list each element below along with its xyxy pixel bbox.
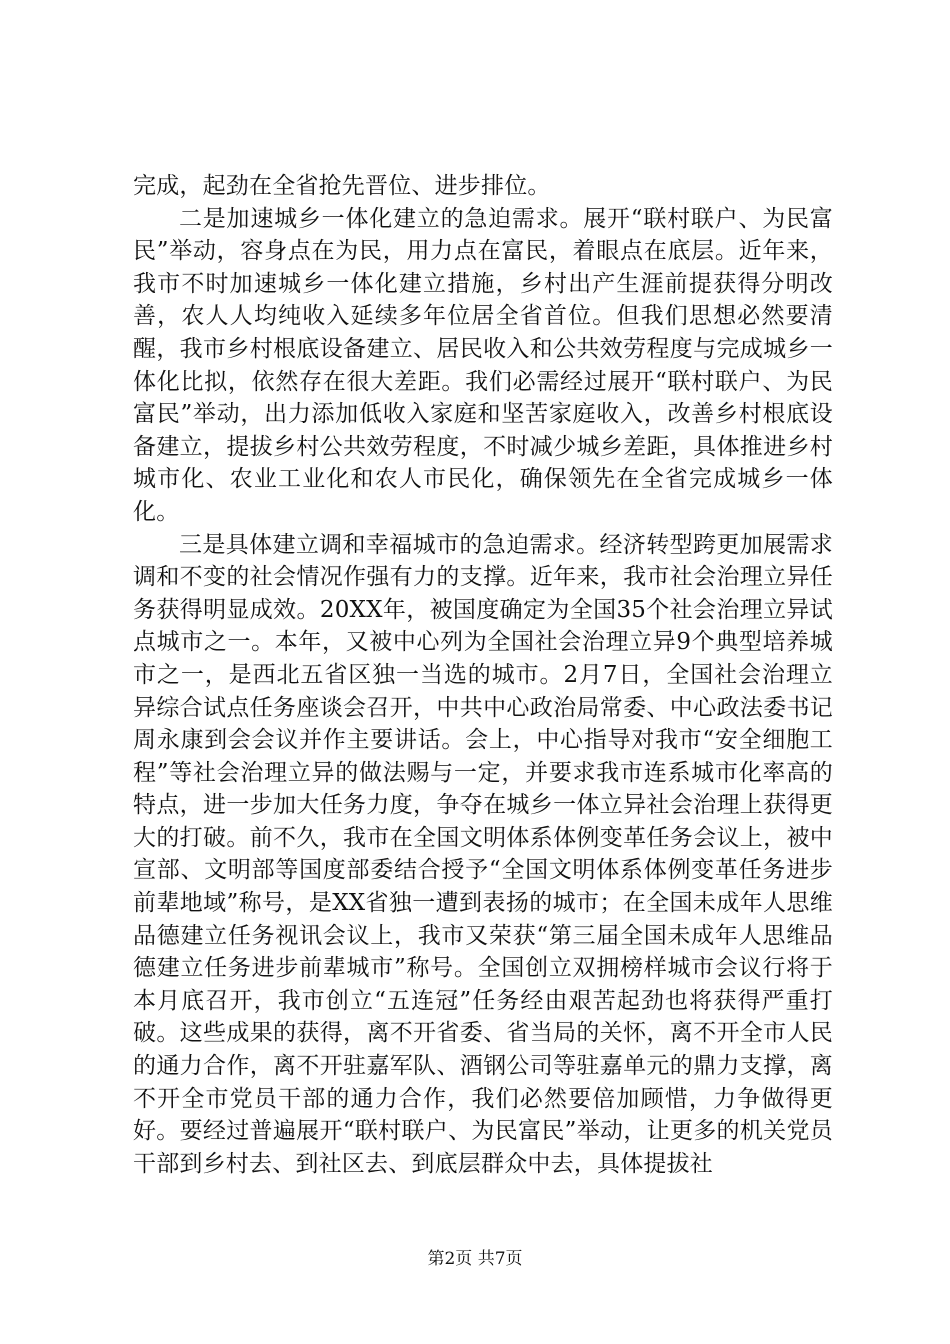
paragraph-2: 二是加速城乡一体化建立的急迫需求。展开“联村联户、为民富民”举动，容身点在为民，用力点在富民，着眼点在底层。近年来，我市不时加速城乡一体化建立措施，乡村出产生涯前提获得分明改善，农人人均纯收入延续多年位居全省首位。但我们思想必然要清醒，我市乡村根底设备建立、居民收入和公共效劳程度与完成城乡一体化比拟，依然存在很大差距。我们必需经过展开“联村联户、为民富民”举动，出力添加低收入家庭和坚苦家庭收入，改善乡村根底设备建立，提拔乡村公共效劳程度，不时减少城乡差距，具体推进乡村城市化、农业工业化和农人市民化，确保领先在全省完成城乡一体化。	[133, 205, 833, 525]
page-number-footer: 第2页 共7页	[427, 1249, 523, 1269]
document-body	[133, 170, 833, 1180]
paragraph-1: 完成，起劲在全省抢先晋位、进步排位。	[133, 173, 551, 199]
paragraph-3: 三是具体建立调和幸福城市的急迫需求。经济转型跨更加展需求调和不变的社会情况作强有力的支撑。近年来，我市社会治理立异任务获得明显成效。20XX年，被国度确定为全国35个社会治理立异试点城市之一。本年，又被中心列为全国社会治理立异9个典型培养城市之一，是西北五省区独一当选的城市。2月7日，全国社会治理立异综合试点任务座谈会召开，中共中心政治局常委、中心政法委书记周永康到会会议并作主要讲话。会上，中心指导对我市“安全细胞工程”等社会治理立异的做法赐与一定，并要求我市连系城市化率高的特点，进一步加大任务力度，争夺在城乡一体立异社会治理上获得更大的打破。前不久，我市在全国文明体系体例变革任务会议上，被中宣部、文明部等国度部委结合授予“全国文明体系体例变革任务进步前辈地域”称号，是XX省独一遭到表扬的城市；在全国未成年人思维品德建立任务视讯会议上，我市又荣获“第三届全国未成年人思维品德建立任务进步前辈城市”称号。全国创立双拥榜样城市会议行将于本月底召开，我市创立“五连冠”任务经由艰苦起劲也将获得严重打破。这些成果的获得，离不开省委、省当局的关怀，离不开全市人民的通力合作，离不开驻嘉军队、酒钢公司等驻嘉单元的鼎力支撑，离不开全市党员干部的通力合作，我们必然要倍加顾惜，力争做得更好。要经过普遍展开“联村联户、为民富民”举动，让更多的机关党员干部到乡村去、到社区去、到底层群众中去，具体提拔社	[133, 531, 833, 1177]
